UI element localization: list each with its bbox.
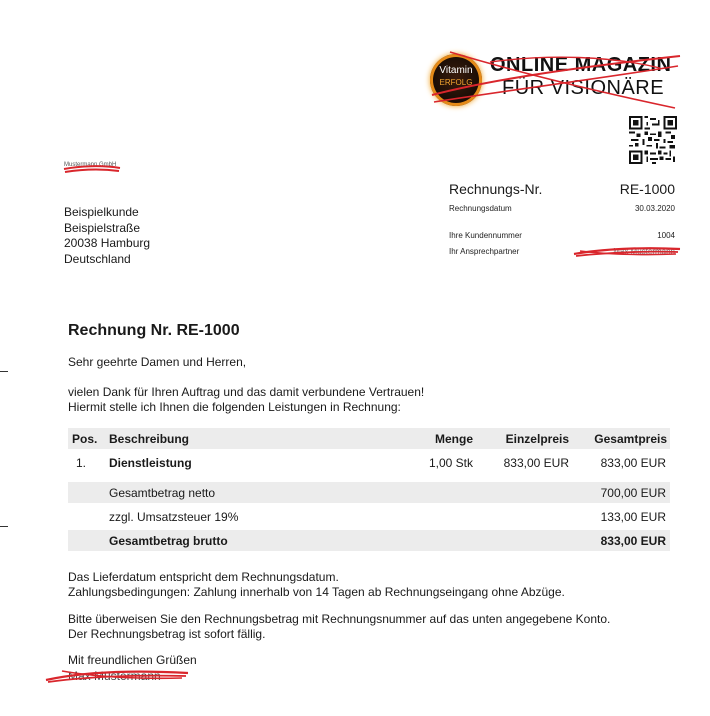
logo-subtitle: FÜR VISIONÄRE [502, 77, 665, 99]
logo-emblem-text: Vitamin [439, 65, 473, 76]
signature-redaction-scribble [42, 664, 192, 686]
greeting: Sehr geehrte Damen und Herren, [68, 355, 247, 369]
invoice-number-label: Rechnungs-Nr. [449, 181, 543, 197]
company-logo [430, 50, 685, 112]
sender-line: Mustermann GmbH [64, 162, 117, 168]
item-quantity: 1,00 Stk [428, 456, 473, 470]
delivery-note: Das Lieferdatum entspricht dem Rechnungsdatum. [68, 570, 339, 584]
net-total-value: 700,00 EUR [600, 486, 666, 500]
contact-person-value: Max Mustermann [613, 247, 675, 256]
header-unit-price: Einzelpreis [505, 432, 569, 446]
transfer-note: Bitte überweisen Sie den Rechnungsbetrag mit Rechnungsnummer auf das unten angegebene Konto. [68, 612, 611, 626]
logo-strike-scribble [430, 50, 685, 112]
item-total-price: 833,00 EUR [600, 456, 666, 470]
invoice-number-value: RE-1000 [619, 181, 675, 197]
address-line: Beispielkunde [64, 205, 139, 219]
invoice-date-label: Rechnungsdatum [449, 204, 512, 213]
address-line: Beispielstraße [64, 220, 141, 235]
customer-number-value: 1004 [657, 231, 675, 240]
fold-mark [0, 371, 8, 372]
gross-total-row [68, 530, 670, 551]
tax-value: 133,00 EUR [600, 510, 666, 524]
payment-terms: Zahlungsbedingungen: Zahlung innerhalb von 14 Tagen ab Rechnungseingang ohne Abzüge. [68, 585, 565, 599]
header-pos: Pos. [72, 432, 98, 446]
contact-person-label: Ihr Ansprechpartner [449, 247, 520, 256]
closing: Mit freundlichen Grüßen [68, 653, 197, 667]
invoice-date-value: 30.03.2020 [634, 204, 675, 213]
header-description: Beschreibung [109, 432, 190, 446]
logo-title: ONLINE MAGAZIN [490, 54, 672, 76]
net-total-row [68, 482, 670, 503]
intro-line-2: Hiermit stelle ich Ihnen die folgenden Leistungen in Rechnung: [68, 400, 401, 414]
invoice-title: Rechnung Nr. RE-1000 [68, 322, 240, 339]
recipient-address [64, 205, 150, 267]
gross-total-value: 833,00 EUR [600, 534, 666, 548]
net-total-label: Gesamtbetrag netto [109, 486, 216, 500]
logo-emblem-subtext: ERFOLG [439, 78, 473, 87]
fold-mark [0, 526, 8, 527]
item-pos: 1. [76, 456, 87, 470]
header-quantity: Menge [434, 432, 473, 446]
header-total-price: Gesamtpreis [594, 432, 667, 446]
gross-total-label: Gesamtbetrag brutto [109, 534, 228, 548]
contact-redaction-scribble [572, 243, 684, 259]
tax-label: zzgl. Umsatzsteuer 19% [109, 510, 239, 524]
item-description: Dienstleistung [109, 456, 192, 470]
table-row [68, 452, 670, 473]
intro-line-1: vielen Dank für Ihren Auftrag und das damit verbundene Vertrauen! [68, 385, 425, 399]
address-line: 20038 Hamburg [64, 236, 151, 250]
tax-row [68, 506, 670, 527]
customer-number-label: Ihre Kundennummer [449, 231, 522, 240]
table-header-row [68, 428, 670, 449]
item-unit-price: 833,00 EUR [503, 456, 569, 470]
qr-code [629, 116, 677, 164]
address-line: Deutschland [64, 251, 131, 266]
sender-redaction-scribble [62, 160, 124, 178]
due-note: Der Rechnungsbetrag ist sofort fällig. [68, 627, 266, 641]
signature-name: Max Mustermann [68, 669, 161, 683]
